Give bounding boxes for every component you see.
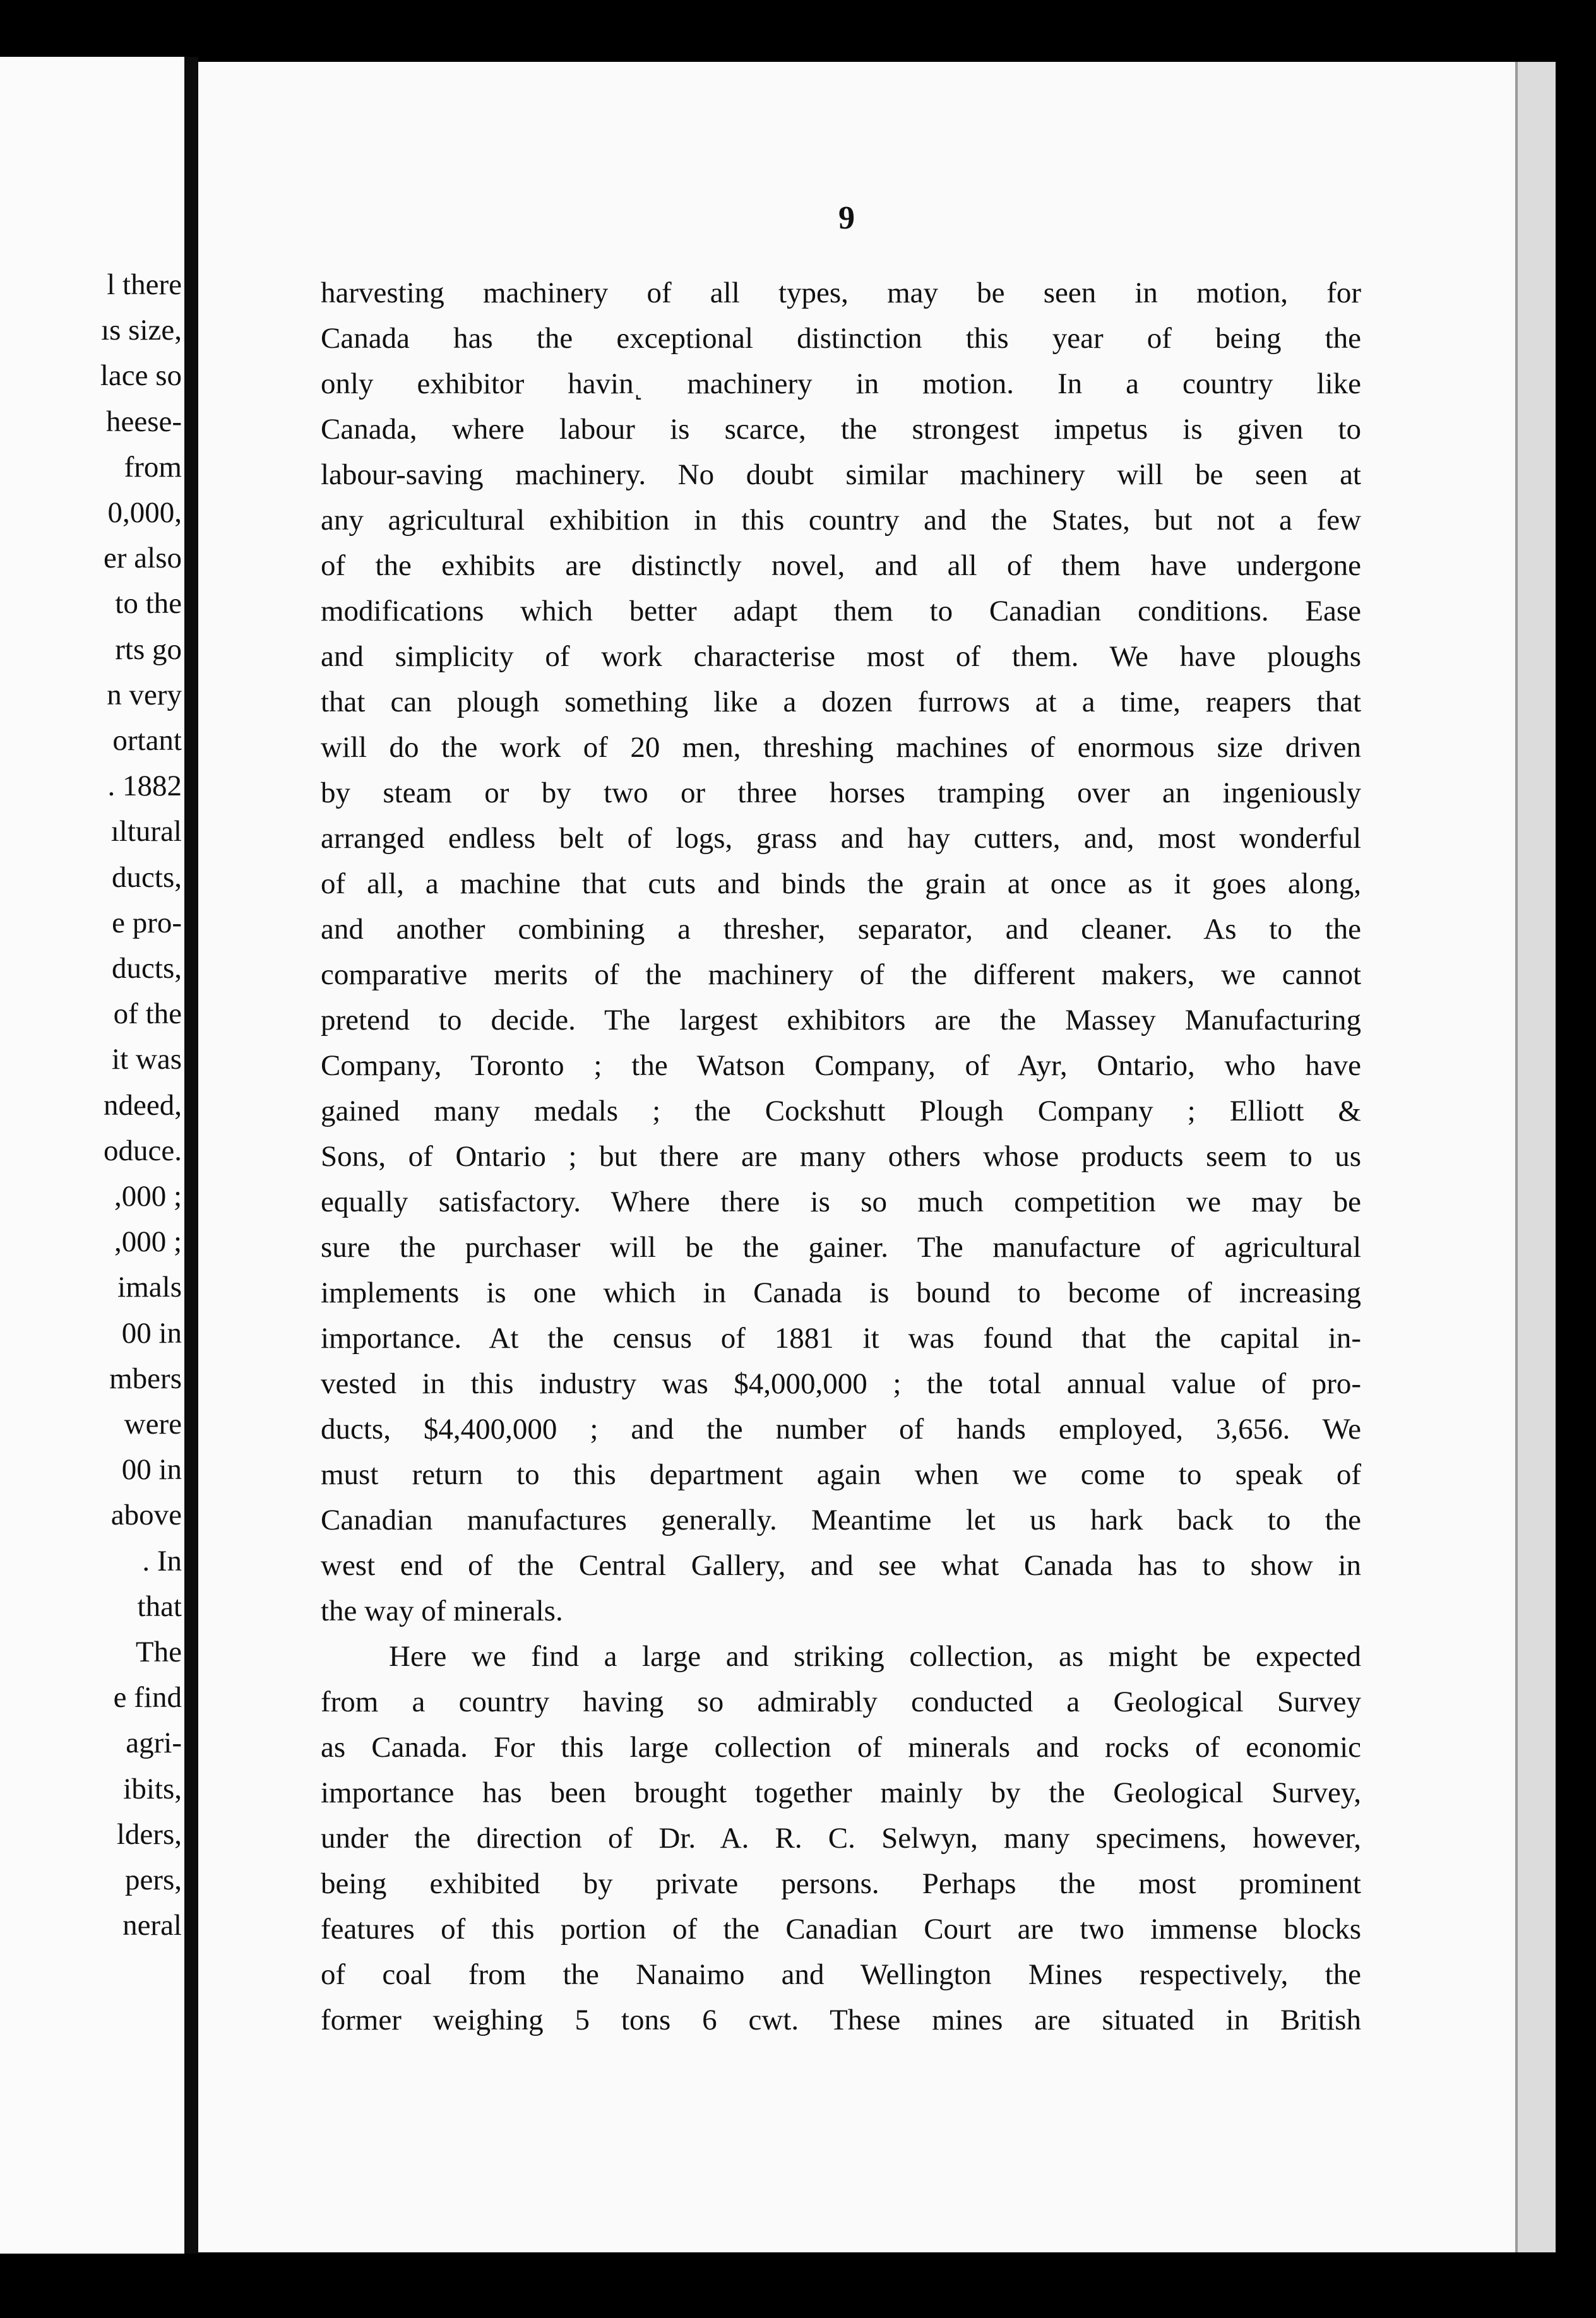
- text-line: under the direction of Dr. A. R. C. Selwyn, many specimens, however,: [321, 1822, 1361, 1855]
- text-line: by steam or by two or three horses tramping over an ingeniously: [321, 776, 1361, 809]
- left-fragment-line: lders,: [116, 1817, 182, 1851]
- text-line: gained many medals ; the Cockshutt Plough Company ; Elliott &: [321, 1095, 1361, 1127]
- page-edge: [1515, 62, 1556, 2252]
- text-line: comparative merits of the machinery of the different makers, we cannot: [321, 958, 1361, 991]
- left-fragment-line: ducts,: [112, 952, 182, 985]
- text-line: former weighing 5 tons 6 cwt. These mines are situated in British: [321, 2004, 1361, 2036]
- text-line: that can plough something like a dozen furrows at a time, reapers that: [321, 686, 1361, 718]
- left-fragment-line: rts go: [115, 633, 182, 666]
- body-text: [321, 270, 1361, 2043]
- text-line: as Canada. For this large collection of minerals and rocks of economic: [321, 1731, 1361, 1764]
- text-line: vested in this industry was $4,000,000 ; the total annual value of pro-: [321, 1367, 1361, 1400]
- left-fragment-line: 00 in: [121, 1316, 182, 1350]
- left-page-fragment: [0, 57, 184, 2254]
- left-fragment-line: above: [110, 1499, 182, 1532]
- text-line: ducts, $4,400,000 ; and the number of hands employed, 3,656. We: [321, 1413, 1361, 1446]
- left-fragment-line: e find: [113, 1681, 182, 1715]
- left-fragment-line: l there: [107, 268, 182, 301]
- text-line: west end of the Central Gallery, and see what Canada has to show in: [321, 1549, 1361, 1582]
- text-line: being exhibited by private persons. Perhaps the most prominent: [321, 1867, 1361, 1900]
- left-fragment-line: heese-: [105, 405, 182, 438]
- left-fragment-line: n very: [107, 678, 182, 711]
- text-line: and simplicity of work characterise most of them. We have ploughs: [321, 640, 1361, 673]
- text-line: only exhibitor havin˻ machinery in motion. In a country like: [321, 367, 1361, 400]
- text-line: Sons, of Ontario ; but there are many others whose products seem to us: [321, 1140, 1361, 1173]
- left-fragment-line: of the: [113, 997, 182, 1031]
- left-fragment-line: to the: [115, 587, 182, 621]
- text-line: Here we find a large and striking collection, as might be expected: [389, 1640, 1361, 1673]
- left-fragment-line: agri-: [126, 1727, 182, 1760]
- text-line: importance. At the census of 1881 it was found that the capital in-: [321, 1322, 1361, 1355]
- left-fragment-line: from: [124, 450, 182, 484]
- left-fragment-line: it was: [112, 1043, 182, 1076]
- text-line: will do the work of 20 men, threshing machines of enormous size driven: [321, 731, 1361, 764]
- left-fragment-line: that: [137, 1590, 182, 1623]
- left-fragment-line: e pro-: [112, 906, 182, 939]
- left-fragment-line: pers,: [124, 1863, 182, 1896]
- paragraph-1: [321, 270, 1361, 1634]
- text-line: modifications which better adapt them to Canadian conditions. Ease: [321, 595, 1361, 627]
- text-line: implements is one which in Canada is bound to become of increasing: [321, 1276, 1361, 1309]
- left-fragment-line: . In: [142, 1544, 182, 1578]
- left-fragment-line: oduce.: [104, 1134, 182, 1167]
- left-fragment-line: 00 in: [121, 1453, 182, 1487]
- left-fragment-line: imals: [117, 1271, 182, 1304]
- left-fragment-line: ,000 ;: [114, 1180, 182, 1213]
- text-line: must return to this department again when we come to speak of: [321, 1458, 1361, 1491]
- text-line: the way of minerals.: [321, 1595, 563, 1627]
- left-fragment-line: ıltural: [110, 815, 182, 848]
- left-fragment-line: ıs size,: [101, 314, 182, 347]
- left-fragment-line: ducts,: [112, 860, 182, 894]
- text-line: equally satisfactory. Where there is so much competition we may be: [321, 1186, 1361, 1218]
- left-fragment-line: ndeed,: [104, 1088, 182, 1122]
- left-fragment-line: er also: [104, 542, 182, 575]
- left-fragment-line: 0,000,: [107, 496, 182, 529]
- text-line: importance has been brought together mainly by the Geological Survey,: [321, 1776, 1361, 1809]
- text-line: Canadian manufactures generally. Meantime let us hark back to the: [321, 1504, 1361, 1536]
- text-line: labour-saving machinery. No doubt similar machinery will be seen at: [321, 458, 1361, 491]
- left-fragment-line: were: [124, 1408, 182, 1441]
- left-fragment-line: ,000 ;: [114, 1225, 182, 1259]
- text-line: features of this portion of the Canadian Court are two immense blocks: [321, 1913, 1361, 1946]
- text-line: of all, a machine that cuts and binds the grain at once as it goes along,: [321, 867, 1361, 900]
- text-line: from a country having so admirably conducted a Geological Survey: [321, 1685, 1361, 1718]
- left-fragment-line: neral: [122, 1909, 182, 1942]
- text-line: of coal from the Nanaimo and Wellington Mines respectively, the: [321, 1958, 1361, 1991]
- left-fragment-line: mbers: [109, 1362, 182, 1395]
- text-line: and another combining a thresher, separator, and cleaner. As to the: [321, 913, 1361, 946]
- text-line: harvesting machinery of all types, may be seen in motion, for: [321, 276, 1361, 309]
- left-fragment-line: lace so: [100, 359, 182, 393]
- left-fragment-line: The: [135, 1636, 182, 1668]
- left-fragment-line: ibits,: [123, 1772, 182, 1805]
- text-line: of the exhibits are distinctly novel, and all of them have undergone: [321, 549, 1361, 582]
- text-line: Canada, where labour is scarce, the strongest impetus is given to: [321, 413, 1361, 446]
- text-line: sure the purchaser will be the gainer. The manufacture of agricultural: [321, 1231, 1361, 1264]
- book-gutter: [184, 57, 198, 2254]
- text-line: Canada has the exceptional distinction this year of being the: [321, 322, 1361, 355]
- paragraph-2: [321, 1634, 1361, 2043]
- left-fragment-line: . 1882: [107, 770, 182, 803]
- left-fragment-line: ortant: [112, 724, 182, 757]
- text-line: Company, Toronto ; the Watson Company, of Ayr, Ontario, who have: [321, 1049, 1361, 1082]
- text-line: any agricultural exhibition in this country and the States, but not a few: [321, 504, 1361, 537]
- page-number: 9: [838, 200, 855, 236]
- text-line: pretend to decide. The largest exhibitors are the Massey Manufacturing: [321, 1004, 1361, 1037]
- text-line: arranged endless belt of logs, grass and hay cutters, and, most wonderful: [321, 822, 1361, 855]
